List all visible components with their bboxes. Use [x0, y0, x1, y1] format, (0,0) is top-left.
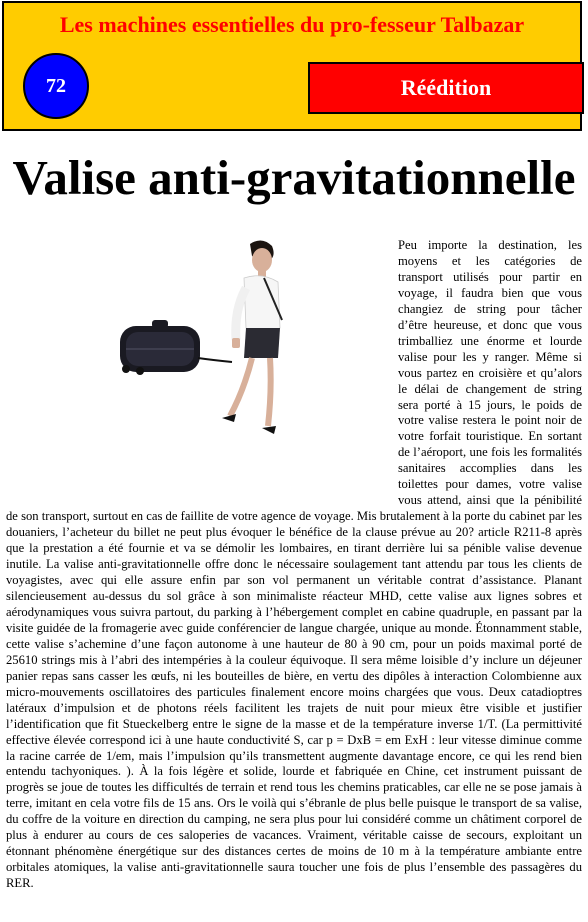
header-banner	[2, 1, 582, 131]
issue-number: 72	[46, 74, 66, 97]
series-title: Les machines essentielles du pro-fesseur Talbazar	[59, 12, 525, 37]
article-body	[6, 238, 582, 892]
illustration-spacer	[6, 238, 398, 498]
edition-badge	[308, 62, 584, 114]
edition-label: Réédition	[400, 75, 492, 100]
article-text: Peu importe la destination, les moyens et les catégories de transport utilisés pour partir en voyage, il faudra bien que vous changiez de string pour tâcher d’être heureuse, et donc que vous trimballiez une énorme et lourde valise pour les y ranger. Même si vous partez en croisière et qu’alors le délai de changement de string sera porté à 15 jours, le poids de votre valise restera le point noir de votre forfait touristique. En sortant de l’aéroport, une fois les formalités sanitaires accomplies dans les toilettes pour dames, votre valise vous attend, ainsi que la pénibilité de son transport, surtout en cas de faillite de votre agence de voyage. Mis brutalement à la porte du cabinet par les douaniers, l’acheteur du billet ne peut plus évoquer le bénéfice de la clause prévue au 20? article R211-8 après que la prestation a été fournie et va se démolir les lombaires, en tirant derrière lui sa pénible valise devenue inutile. La valise anti-gravitationnelle offre donc le nécessaire soulagement tant attendu par tous les clients de voyagistes, avec qui elle assure enfin par son vol permanent un véritable contrat d’assistance. Planant silencieusement au-dessus du sol grâce à son minimaliste réacteur MHD, cette valise aux lignes sobres et aérodynamiques vous suivra partout, du parking à l’hébergement complet en cabine quadruple, en passant par la visite guidée de la fromagerie avec guide conférencier de langue chargée, unique au monde. Étonnamment stable, cette valise s’achemine d’une façon autonome à une hauteur de 80 à 90 cm, pour un poids maximal porté de 25610 strings mis à l’abri des intempéries à la couleur équivoque. Il sera même loisible d’y inclure un déjeuner panier repas sans casser les œufs, ni les bouteilles de bière, en vertu des dipôles à interaction Colombienne aux micro-mouvements oscillatoires des particules finalement encore moins chargées que vous. Deux catadioptres latéraux d’impulsion et de photons réels facilitent les trajets de nuit pour mieux être visible et justifier l’identification que fit Stueckelberg entre le signe de la masse et de la température inverse 1/T. (La permittivité effective élevée correspond ici à une haute conductivité S, car p = DxB = em ExH : leur vitesse diminue comme la racine carrée de 1/em, mais l’impulsion qu’ils transmettent augmente davantage encore, ce qui les rend bien entendu tachyoniques. ). À la fois légère et solide, lourde et fabriquée en Chine, cet instrument puissant de progrès se joue de toutes les difficultés de terrain et rend tous les chemins praticables, car elle ne se pose jamais à terre, imitant en cela votre fils de 15 ans. Ors le voilà qui s’ébranle de plus belle puisque le transport de sa valise, du coffre de la voiture en direction du camping, ne sera plus pour lui considéré comme un châtiment corporel de plus à endurer au cours de ces saloperies de vacances. Vraiment, véritable caisse de secours, exploitant un étonnant phénomène énergétique sur des distances certes de moins de 10 m à la température ambiante entre orbitales atomiques, la valise anti-gravitationnelle saura toucher une fois de plus l’ensemble des passagères du RER.	[6, 238, 582, 891]
article-title: Valise anti-gravitationnelle	[12, 150, 576, 205]
issue-number-badge	[23, 53, 89, 119]
